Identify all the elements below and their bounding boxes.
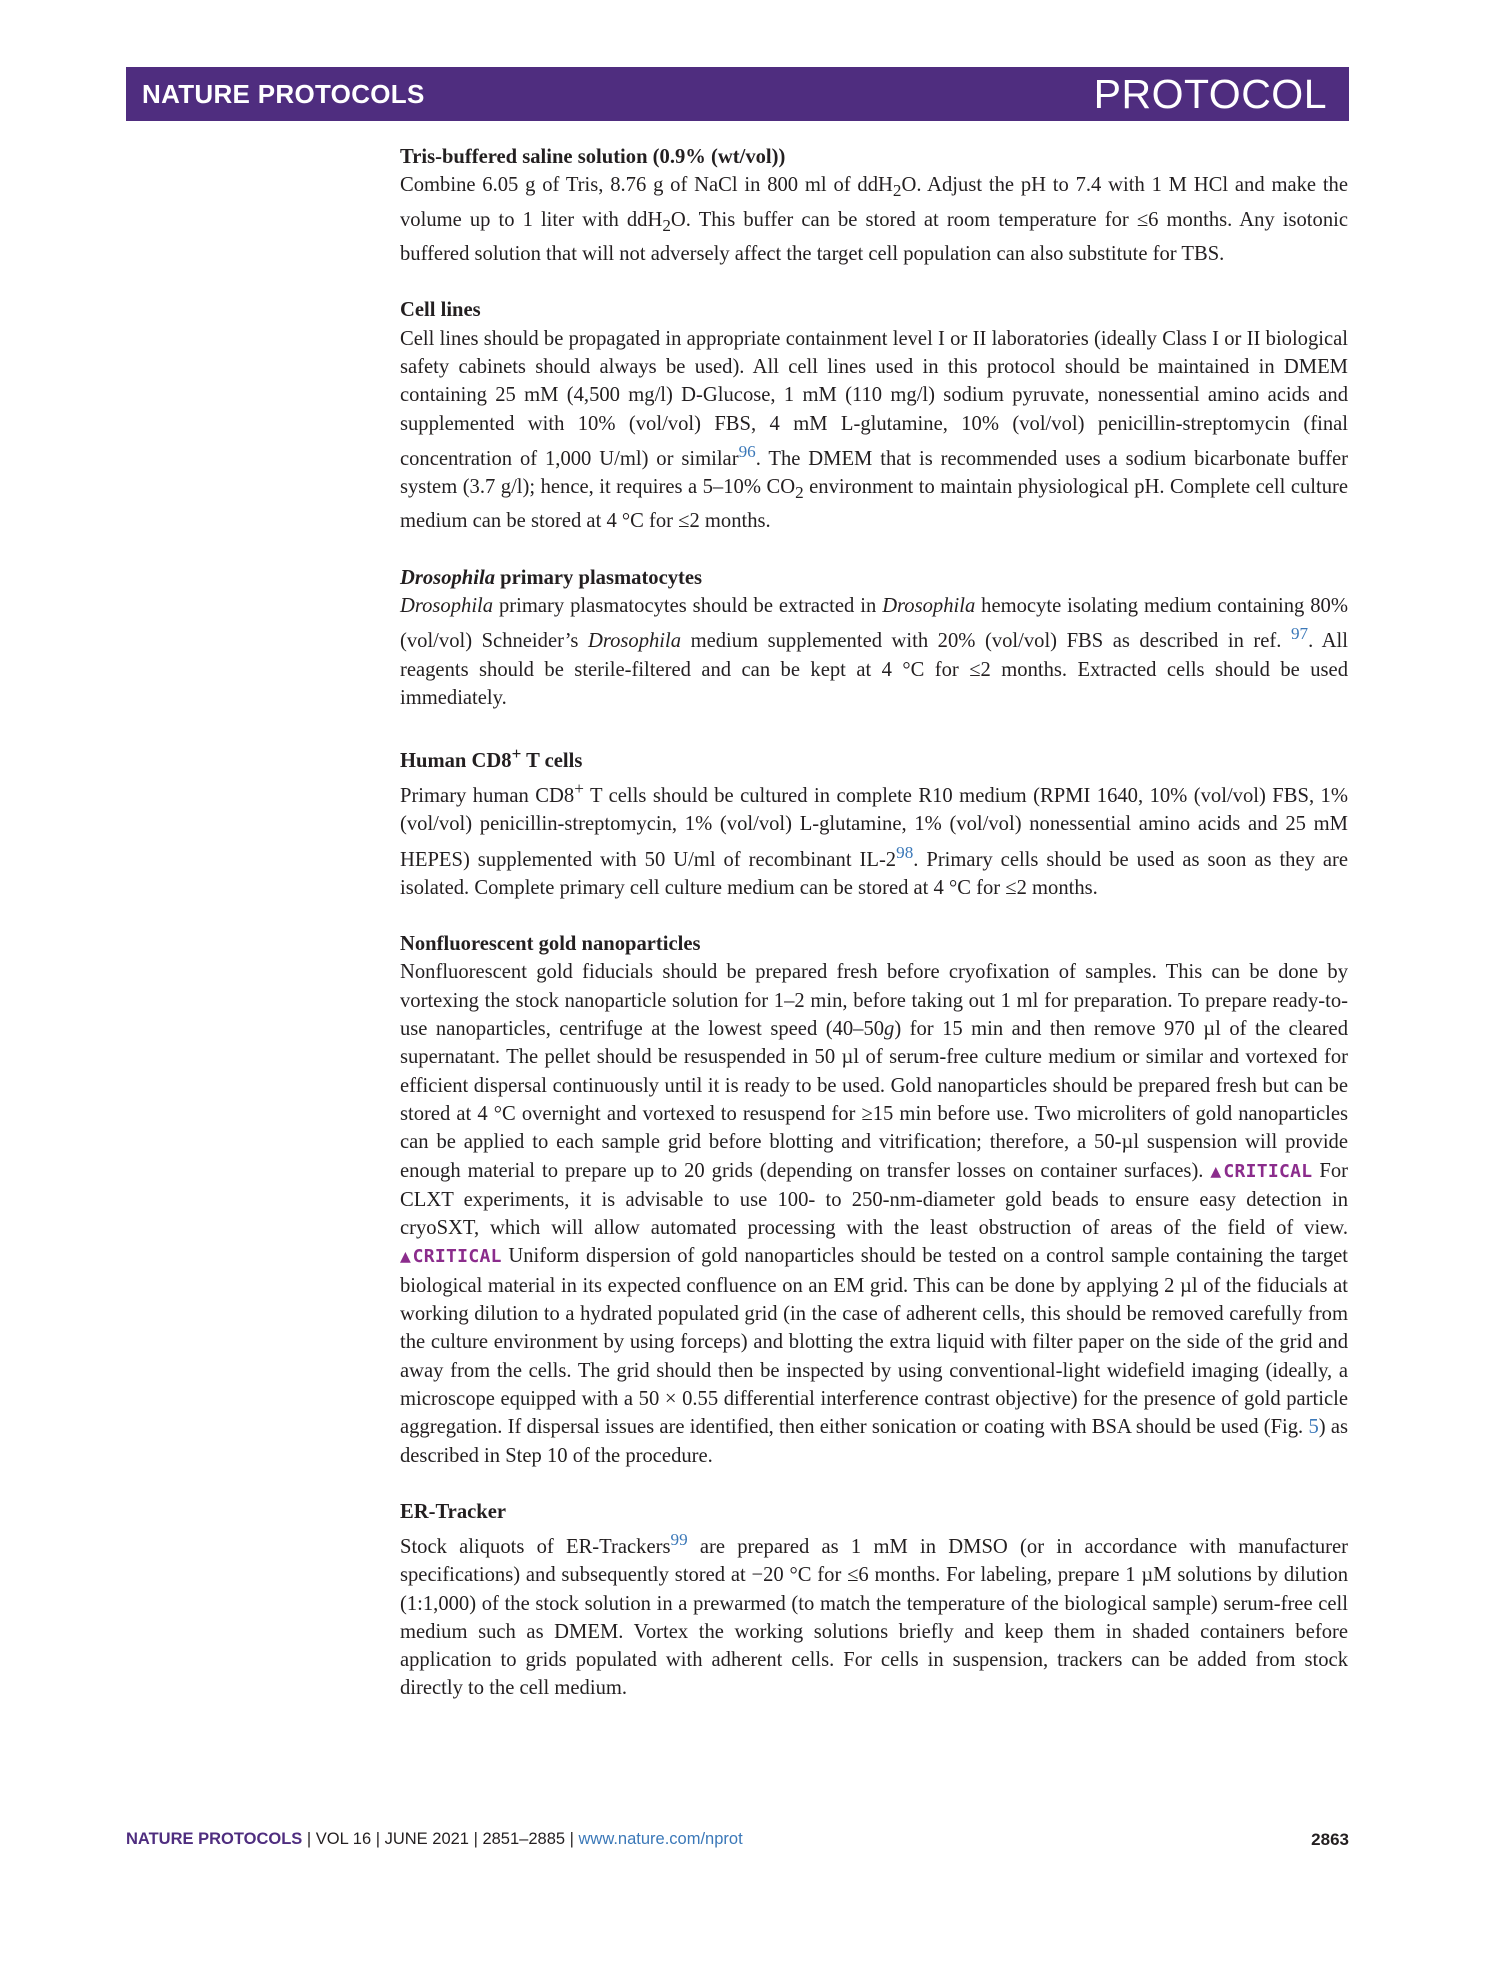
- page-number: 2863: [1311, 1830, 1349, 1849]
- journal-banner: [126, 67, 1349, 121]
- critical-marker: ▲CRITICAL: [1210, 1160, 1313, 1182]
- section-er-tracker: [400, 1498, 1348, 1703]
- section-title: ER-Tracker: [400, 1500, 506, 1523]
- section-body: Nonfluorescent gold fiducials should be prepared fresh before cryofixation of samples. This can be done by vortexing the stock nanoparticle solution for 1–2 min, before taking out 1 ml for preparation. To prepare ready-to-use nanoparticles, centrifuge at the lowest speed (40–50g) for 15 min and then remove 970 µl of the cleared supernatant. The pellet should be resuspended in 50 µl of serum-free culture medium or similar and vortexed for efficient dispersal continuously until it is ready to be used. Gold nanoparticles should be prepared fresh but can be stored at 4 °C overnight and vortexed to resuspend for ≥15 min before use. Two microliters of gold nanoparticles can be applied to each sample grid before blotting and vitrification; therefore, a 50-µl suspension will provide enough material to prepare up to 20 grids (depending on transfer losses on container surfaces). ▲CRITICAL For CLXT experiments, it is advisable to use 100- to 250-nm-diameter gold beads to ensure easy detection in cryoSXT, which will allow automated processing with the least obstruction of areas of the field of view. ▲CRITICAL Uniform dispersion of gold nanoparticles should be tested on a control sample containing the target biological material in its expected confluence on an EM grid. This can be done by applying 2 µl of the fiducials at working dilution to a hydrated populated grid (in the case of adherent cells, this should be removed carefully from the culture environment by using forceps) and blotting the extra liquid with filter paper on the side of the grid and away from the cells. The grid should then be inspected by using conventional-light widefield imaging (ideally, a microscope equipped with a 50 × 0.55 differential interference contrast objective) for the presence of gold particle aggregation. If dispersal issues are identified, then either sonication or coating with BSA should be used (Fig. 5) as described in Step 10 of the procedure.: [400, 961, 1348, 1467]
- section-body: Primary human CD8+ T cells should be cultured in complete R10 medium (RPMI 1640, 10% (vol/vol) FBS, 1% (vol/vol) penicillin-streptomycin, 1% (vol/vol) L-glutamine, 1% (vol/vol) nonessential amino acids and 25 mM HEPES) supplemented with 50 U/ml of recombinant IL-2$^{98}$. Primary cells should be used as soon as they are isolated. Complete primary cell culture medium can be stored at 4 °C for ≤2 months.: [400, 779, 1348, 899]
- section-cell-lines: [400, 296, 1348, 535]
- article-type: PROTOCOL: [1093, 71, 1327, 117]
- section-tbs: [400, 143, 1348, 268]
- footer-pages: 2851–2885: [482, 1830, 566, 1848]
- section-title: Nonfluorescent gold nanoparticles: [400, 933, 701, 956]
- section-body: Drosophila primary plasmatocytes should be extracted in Drosophila hemocyte isolating medium containing 80% (vol/vol) Schneider’s Drosophila medium supplemented with 20% (vol/vol) FBS as described in ref. $^{97}$. All reagents should be sterile-filtered and can be kept at 4 °C for ≤2 months. Extracted cells should be used immediately.: [400, 595, 1348, 709]
- page-footer: NATURE PROTOCOLS | VOL 16 | JUNE 2021 | 2851–2885 | www.nature.com/nprot 2863: [126, 1830, 1349, 1849]
- footer-journal: NATURE PROTOCOLS: [126, 1830, 303, 1848]
- footer-date: JUNE 2021: [384, 1830, 469, 1848]
- section-title: Cell lines: [400, 299, 481, 322]
- critical-marker: ▲CRITICAL: [400, 1246, 502, 1268]
- reference-link[interactable]: 97: [1290, 624, 1309, 644]
- figure-link[interactable]: 5: [1308, 1416, 1319, 1439]
- reference-link[interactable]: 98: [896, 842, 914, 862]
- section-title: Tris-buffered saline solution (0.9% (wt/vol)): [400, 146, 786, 168]
- reference-link[interactable]: 99: [670, 1530, 688, 1550]
- footer-volume: VOL 16: [315, 1830, 372, 1848]
- section-title: Human CD8+ T cells: [400, 744, 583, 772]
- main-content: [400, 143, 1348, 1731]
- footer-url-link[interactable]: www.nature.com/nprot: [578, 1830, 743, 1848]
- journal-name: NATURE PROTOCOLS: [142, 79, 425, 109]
- section-body: Stock aliquots of ER-Trackers$^{99}$ are prepared as 1 mM in DMSO (or in accordance with manufacturer specifications) and subsequently stored at −20 °C for ≤6 months. For labeling, prepare 1 µM solutions by dilution (1:1,000) of the stock solution in a prewarmed (to match the temperature of the biological sample) serum-free cell medium such as DMEM. Vortex the working solutions briefly and keep them in shaded containers before application to grids populated with adherent cells. For cells in suspension, trackers can be added from stock directly to the cell medium.: [400, 1530, 1348, 1700]
- section-gold-nanoparticles: [400, 930, 1348, 1470]
- section-body: Combine 6.05 g of Tris, 8.76 g of NaCl in 800 ml of ddH$_2$O. Adjust the pH to 7.4 with 1 M HCl and make the volume up to 1 liter with ddH$_2$O. This buffer can be stored at room temperature for ≤6 months. Any isotonic buffered solution that will not adversely affect the target cell population can also substitute for TBS.: [400, 174, 1348, 266]
- section-title: Drosophila primary plasmatocytes: [400, 566, 703, 589]
- reference-link[interactable]: 96: [738, 441, 756, 461]
- section-body: Cell lines should be propagated in appropriate containment level I or II laboratories (ideally Class I or II biological safety cabinets should always be used). All cell lines used in this protocol should be maintained in DMEM containing 25 mM (4,500 mg/l) D-Glucose, 1 mM (110 mg/l) sodium pyruvate, nonessential amino acids and supplemented with 10% (vol/vol) FBS, 4 mM L-glutamine, 10% (vol/vol) penicillin-streptomycin (final concentration of 1,000 U/ml) or similar$^{96}$. The DMEM that is recommended uses a sodium bicarbonate buffer system (3.7 g/l); hence, it requires a 5–10% $CO_2$ environment to maintain physiological pH. Complete cell culture medium can be stored at 4 °C for ≤2 months.: [400, 327, 1348, 533]
- section-cd8: [400, 740, 1348, 902]
- section-drosophila: [400, 564, 1348, 712]
